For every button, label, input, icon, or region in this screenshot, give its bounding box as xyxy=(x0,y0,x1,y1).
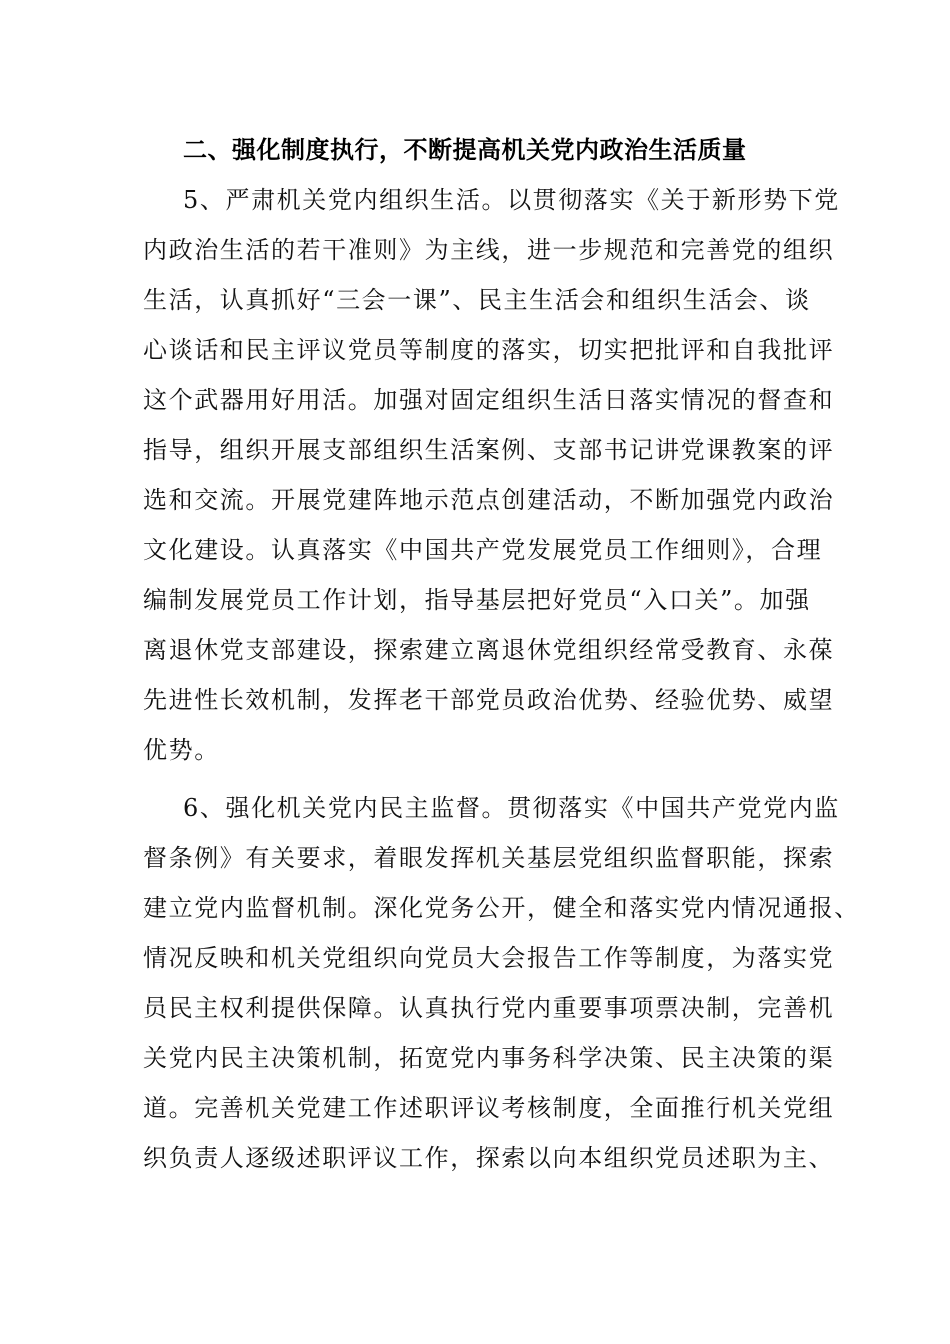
paragraph-line: 建立党内监督机制。深化党务公开，健全和落实党内情况通报、 xyxy=(143,894,860,922)
paragraph-line: 员民主权利提供保障。认真执行党内重要事项票决制，完善机 xyxy=(143,994,835,1022)
paragraph-line: 这个武器用好用活。加强对固定组织生活日落实情况的督查和 xyxy=(143,386,835,414)
paragraph-line: 心谈话和民主评议党员等制度的落实，切实把批评和自我批评 xyxy=(143,336,835,364)
section-heading: 二、强化制度执行，不断提高机关党内政治生活质量 xyxy=(183,136,747,164)
paragraph-line: 优势。 xyxy=(143,736,220,764)
paragraph-line: 先进性长效机制，发挥老干部党员政治优势、经验优势、威望 xyxy=(143,686,835,714)
paragraph-line: 文化建设。认真落实《中国共产党发展党员工作细则》，合理 xyxy=(143,536,823,564)
paragraph-line: 关党内民主决策机制，拓宽党内事务科学决策、民主决策的渠 xyxy=(143,1044,835,1072)
paragraph-line: 内政治生活的若干准则》为主线，进一步规范和完善党的组织 xyxy=(143,236,835,264)
paragraph-5 xyxy=(143,175,840,775)
paragraph-line: 5、严肃机关党内组织生活。以贯彻落实《关于新形势下党 xyxy=(183,186,840,214)
paragraph-line: 离退休党支部建设，探索建立离退休党组织经常受教育、永葆 xyxy=(143,636,835,664)
paragraph-line: 织负责人逐级述职评议工作，探索以向本组织党员述职为主、 xyxy=(143,1144,835,1172)
paragraph-line: 道。完善机关党建工作述职评议考核制度，全面推行机关党组 xyxy=(143,1094,835,1122)
paragraph-line: 6、强化机关党内民主监督。贯彻落实《中国共产党党内监 xyxy=(183,794,840,822)
paragraph-line: 选和交流。开展党建阵地示范点创建活动，不断加强党内政治 xyxy=(143,486,835,514)
paragraph-6 xyxy=(143,783,860,1183)
paragraph-line: 编制发展党员工作计划，指导基层把好党员“入口关”。加强 xyxy=(143,586,811,614)
paragraph-line: 指导，组织开展支部组织生活案例、支部书记讲党课教案的评 xyxy=(143,436,835,464)
paragraph-line: 督条例》有关要求，着眼发挥机关基层党组织监督职能，探索 xyxy=(143,844,835,872)
paragraph-line: 情况反映和机关党组织向党员大会报告工作等制度，为落实党 xyxy=(143,944,835,972)
paragraph-line: 生活，认真抓好“三会一课”、民主生活会和组织生活会、谈 xyxy=(143,286,811,314)
